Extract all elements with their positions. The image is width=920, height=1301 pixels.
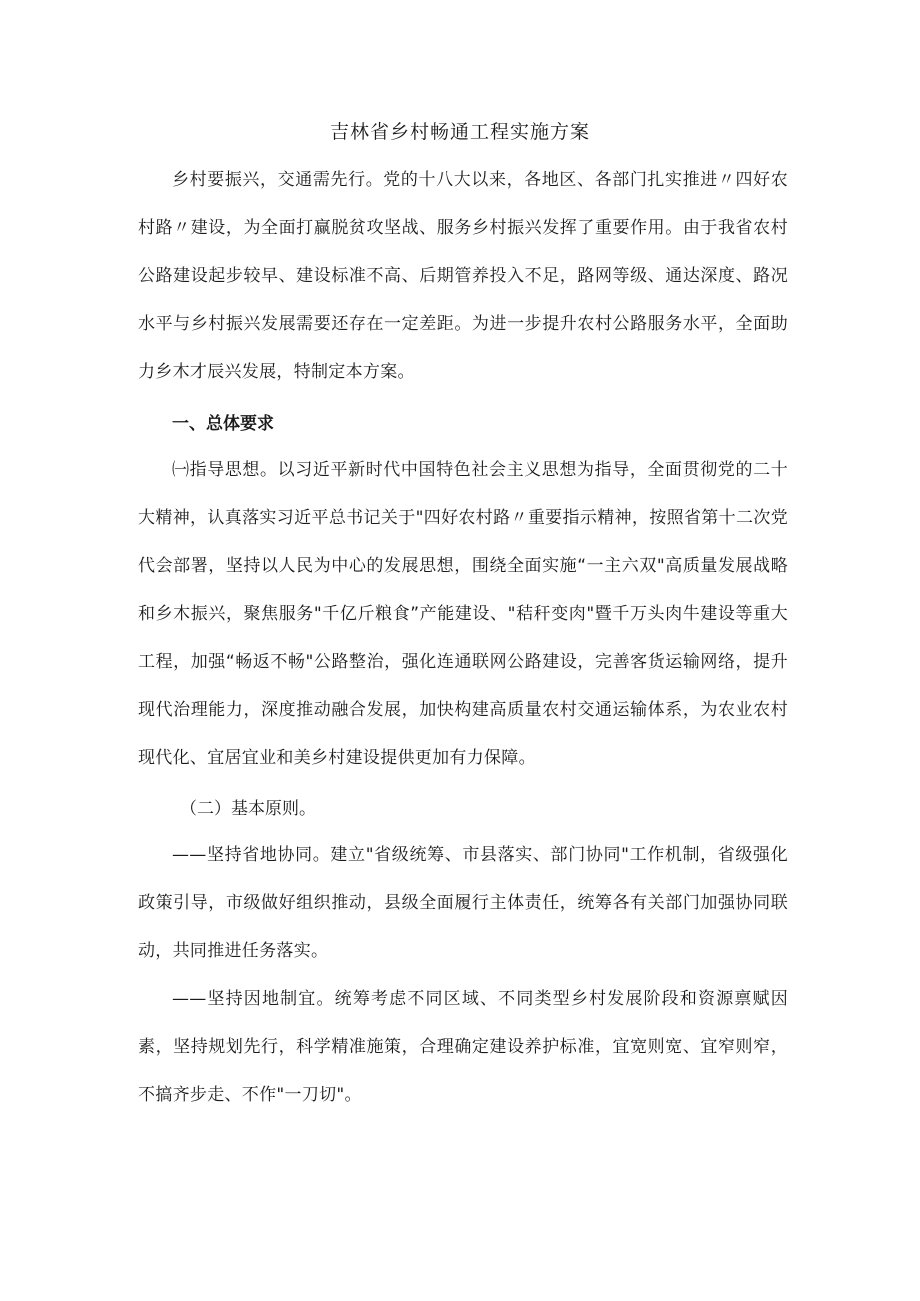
guiding-thought-paragraph: ㈠指导思想。以习近平新时代中国特色社会主义思想为指导，全面贯彻党的二十大精神，认真落实习近平总书记关于"四好农村路〃重要指示精神，按照省第十二次党代会部署，坚持以人民为中心的发展思想，围绕全面实施“一主六双"高质量发展战略和乡木振兴，聚焦服务"千亿斤粮食”产能建设、"秸秆变肉"暨千万头肉牛建设等重大工程，加强“畅返不畅"公路整治，强化连通联网公路建设，完善客货运输网络，提升现代治理能力，深度推动融合发展，加快构建高质量农村交通运输体系，为农业农村现代化、宜居宜业和美乡村建设提供更加有力保障。	[138, 460, 788, 768]
principle-paragraph-1: ——坚持省地协同。建立"省级统筹、市县落实、部门协同"工作机制，省级强化政策引导，市级做好组织推动，县级全面履行主体责任，统筹各有关部门加强协同联动，共同推进任务落实。	[138, 845, 788, 961]
document-title: 吉林省乡村畅通工程实施方案	[329, 121, 590, 143]
principle-paragraph-2: ——坚持因地制宜。统筹考虑不同区域、不同类型乡村发展阶段和资源禀赋因素，坚持规划先行，科学精准施策，合理确定建设养护标准，宜宽则宽、宜窄则窄，不搞齐步走、不作"一刀切"。	[138, 989, 788, 1105]
intro-paragraph: 乡村要振兴，交通需先行。党的十八大以来，各地区、各部门扎实推进〃四好农村路〃建设，为全面打赢脱贫攻坚战、服务乡村振兴发挥了重要作用。由于我省农村公路建设起步较早、建设标准不高、后期管养投入不足，路网等级、通达深度、路况水平与乡村振兴发展需要还存在一定差距。为进一步提升农村公路服务水平，全面助力乡木才辰兴发展，特制定本方案。	[138, 170, 788, 382]
section-heading-overall-requirements: 一、总体要求	[172, 414, 274, 434]
basic-principles-heading: （二）基本原则。	[180, 799, 316, 819]
